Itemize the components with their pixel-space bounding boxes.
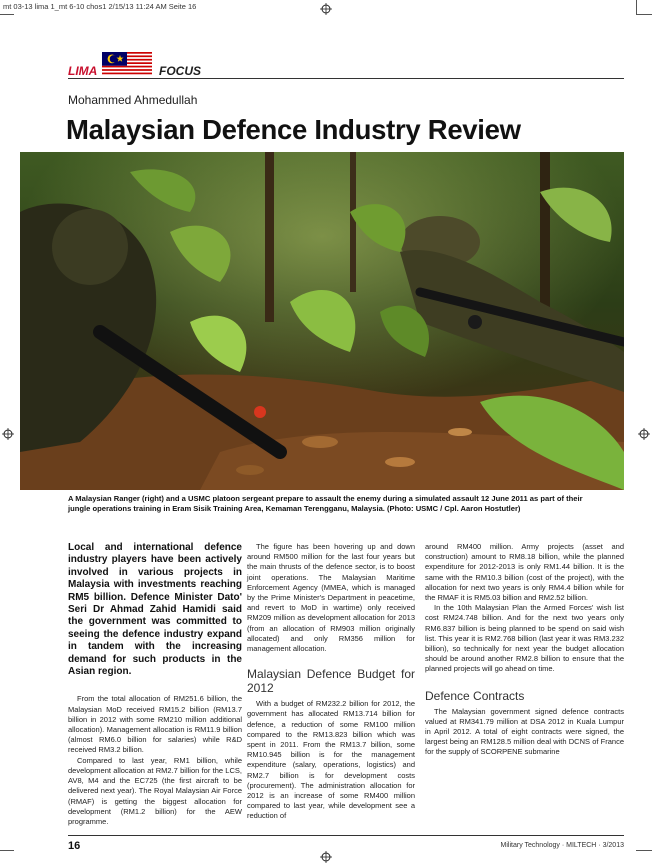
crop-mark-bottom-right: [636, 850, 652, 851]
column-2: [247, 542, 415, 822]
column-3: [425, 542, 624, 758]
paragraph: With a budget of RM232.2 billion for 2012, the government has allocated RM13.714 billion for defence, a reduction of some RM100 million compared to the RM13.823 billion which was spent in 2011. From the RM13.7 billion, some RM10.945 billion is for the management expenditure (salary, operations, logistics) and RM2.7 billion is for development costs (procurement). The administration allocation for 2012 is an increase of some RM400 million compared to last year, while development see a reduction of: [247, 699, 415, 821]
photo-caption: A Malaysian Ranger (right) and a USMC platoon sergeant prepare to assault the enemy during a simulated assault 12 June 2011 as part of their jungle operations training in Eram Sisik Training Area, Kemaman Terengganu, Malaysia. (Photo: USMC / Cpl. Aaron Hostutler): [68, 494, 583, 513]
crop-mark-top-left: [0, 14, 14, 15]
paragraph: In the 10th Malaysian Plan the Armed Forces' wish list cost RM24.748 billion. And for the next two years only RM6.837 billion is being planned to be spend on said wish list. This year it is RM2.768 billion (last year it was RM3.232 billion), so technically for next year the budget allocation should be around another RM2.8 billion to ensure that the planned projects will go ahead on time.: [425, 603, 624, 674]
jungle-soldiers-photo: [20, 152, 624, 490]
registration-mark-top-icon: [320, 3, 332, 15]
malaysia-flag-icon: [102, 52, 152, 76]
article-title: Malaysian Defence Industry Review: [66, 114, 521, 145]
publication-credit: Military Technology · MILTECH · 3/2013: [500, 842, 624, 849]
article-lede: Local and international defence industry players have been actively involved in various projects in Malaysia with investments reaching RM5 billion. Defence Minister Dato' Seri Dr Ahmad Zahid Hamidi said the government was committed to seeing the defence industry expand in tandem with the increasing demand for such products in the Asian region.: [68, 542, 242, 678]
section-label: LIMA: [68, 64, 98, 78]
registration-mark-left-icon: [2, 428, 14, 440]
crop-mark-top-right: [636, 14, 652, 15]
page-number: 16: [68, 840, 81, 852]
paragraph: The Malaysian government signed defence contracts valued at RM341.79 million at DSA 2012 in Kuala Lumpur in April 2012. A total of eight contracts were signed, the largest being an RM128.5 million deal with DCNS of France for the supply of SCORPENE submarine: [425, 706, 624, 757]
print-slug: mt 03-13 lima 1_mt 6-10 chos1 2/15/13 11:24 AM Seite 16: [3, 2, 197, 11]
crop-mark-bottom-left: [0, 850, 14, 851]
registration-mark-right-icon: [638, 428, 650, 440]
subheading-contracts: Defence Contracts: [425, 688, 525, 703]
crop-mark-top-right-v: [636, 0, 637, 14]
header-rule: [68, 78, 624, 79]
paragraph: around RM400 million. Army projects (asset and construction) amount to RM8.18 billion, while the planned expenditure for 2012-2013 is only RM1.44 billion. It is the same with the RM10.3 billion (cost of the project), with the allocation for next two years is only RM4.4 billion while for the RMAF it is RM5.03 billion and RM2.52 billion.: [425, 542, 624, 603]
article-author: Mohammed Ahmedullah: [68, 93, 198, 107]
paragraph: The figure has been hovering up and down around RM500 million for the last four years but the main thrusts of the defence sector, is to boost joint operations. The Malaysian Maritime Enforcement Agency (MMEA, which is managed by the Prime Minister's Department in peacetime, and revert to MoD in wartime) only received RM209 million as development allocation for 2013 (from an allocation of RM903 million originally allocated) and only RM356 million for management allocation.: [247, 542, 415, 654]
section-category: FOCUS: [159, 64, 201, 78]
registration-mark-bottom-icon: [320, 851, 332, 863]
paragraph: Compared to last year, RM1 billion, while development allocation at RM2.7 billion for the LCS, AV8, M4 and the EC725 (the first aircraft to be delivered next year). The Royal Malaysian Air Force (RMAF) is getting the biggest allocation for development (RM1.2 billion) for the AEW programme.: [68, 755, 242, 826]
footer-rule: [68, 835, 624, 836]
subheading-budget: Malaysian Defence Budget for 2012: [247, 667, 415, 696]
paragraph: From the total allocation of RM251.6 billion, the Malaysian MoD received RM15.2 billion (RM13.7 billion in 2012 with some RM210 million additional allocation). Management allocation is RM11.9 billion (almost RM6.0 billion for salaries) while R&D received RM3.2 billion.: [68, 694, 242, 755]
column-1: [68, 542, 242, 827]
